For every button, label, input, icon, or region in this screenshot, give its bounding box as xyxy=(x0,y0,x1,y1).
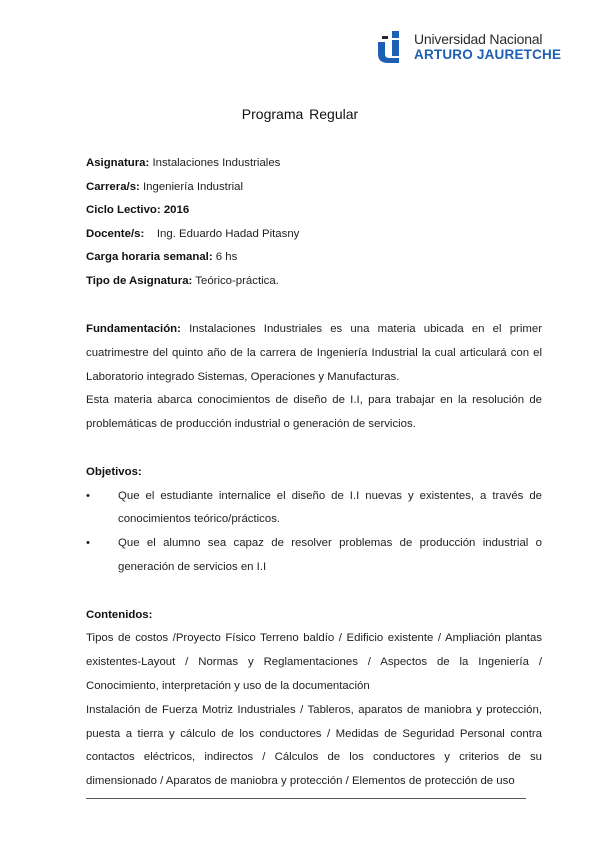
fundamentacion-heading: Fundamentación: xyxy=(86,323,181,335)
fundamentacion-paragraph-2: Esta materia abarca conocimientos de diseño de I.I, para trabajar en la resolución de problemáticas de producción industrial o generación de servicios. xyxy=(86,394,542,431)
bullet-marker: • xyxy=(86,537,90,550)
bullet-marker: • xyxy=(86,489,90,502)
meta-value: 6 hs xyxy=(212,251,238,264)
contenidos-paragraph-1: Tipos de costos /Proyecto Físico Terreno baldío / Edificio existente / Ampliación plantas existentes-Layout / Normas y Reglamentaciones / Aspectos de la Ingeniería / Conocimiento, interpretación y uso de la documentación xyxy=(86,632,542,692)
meta-label: Carga horaria semanal: xyxy=(86,251,213,264)
objetivo-text: Que el estudiante internalice el diseño de I.I nuevas y existentes, a través de conocimientos teórico/prácticos. xyxy=(118,489,542,526)
logo-name-line1: Universidad Nacional xyxy=(414,31,543,47)
objetivo-text: Que el alumno sea capaz de resolver problemas de producción industrial o generación de servicios en I.I xyxy=(118,537,542,573)
meta-value: Instalaciones Industriales xyxy=(149,157,281,169)
meta-row-carrera xyxy=(86,176,542,200)
fundamentacion-text: Instalaciones Industriales es una materia ubicada en el primer cuatrimestre del quinto año de la carrera de Ingeniería Industrial la cual articulará con el Laboratorio integrado Sistemas, Operaciones y Manufacturas. xyxy=(86,323,542,383)
meta-label: Tipo de Asignatura: xyxy=(86,274,193,287)
meta-row-carga xyxy=(86,246,542,270)
meta-row-tipo xyxy=(86,270,542,294)
meta-label: Ciclo Lectivo: 2016 xyxy=(86,204,190,217)
footer-divider xyxy=(86,798,526,799)
list-item xyxy=(86,485,542,533)
meta-row-ciclo xyxy=(86,199,542,223)
university-emblem-icon xyxy=(376,30,408,64)
university-logo xyxy=(376,30,561,64)
objetivos-heading: Objetivos: xyxy=(86,465,142,478)
meta-value: Ing. Eduardo Hadad Pitasny xyxy=(144,227,300,240)
meta-label: Carrera/s: xyxy=(86,180,140,193)
meta-value: Teórico-práctica. xyxy=(192,274,279,287)
meta-value: Ingeniería Industrial xyxy=(139,180,244,193)
meta-row-asignatura xyxy=(86,152,542,176)
course-info xyxy=(86,152,542,294)
fundamentacion-paragraph xyxy=(86,318,542,389)
page-title: Programa Regular xyxy=(241,106,359,122)
meta-row-docente xyxy=(86,223,542,247)
program-body xyxy=(86,318,542,794)
contenidos-paragraph-2: Instalación de Fuerza Motriz Industriales / Tableros, aparatos de maniobra y protección, puesta a tierra y cálculo de los conductores / Medidas de Seguridad Personal contra contactos eléctricos, indirectos / Cálculos de los conductores y criterios de su dimensionado / Aparatos de maniobra y protección / Elementos de protección de uso xyxy=(86,703,542,788)
meta-label: Docente/s: xyxy=(86,227,145,240)
logo-name-line2: ARTURO JAURETCHE xyxy=(414,47,562,62)
meta-label: Asignatura: xyxy=(86,157,150,169)
contenidos-heading: Contenidos: xyxy=(86,608,153,621)
list-item xyxy=(86,532,542,580)
